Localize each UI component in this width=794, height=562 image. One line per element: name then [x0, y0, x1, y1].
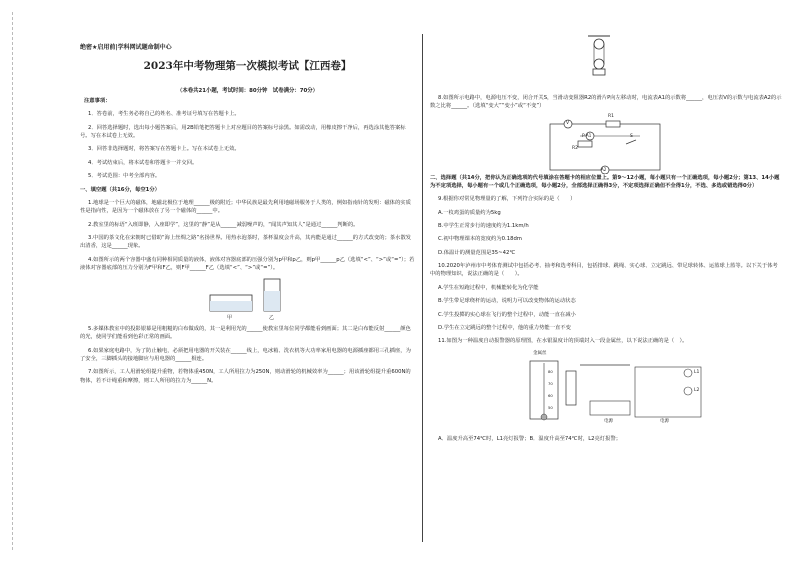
tick-50: 50 [548, 404, 553, 410]
container-yi-label: 乙 [269, 315, 275, 322]
tick-80: 80 [548, 368, 553, 374]
tick-60: 60 [548, 392, 553, 398]
question-8: 8.如图所示电路中，电源电压不变，闭合开关S，当滑动变阻器R2的滑片P向左移动时，电流表A1的示数将______，电压表V的示数与电流表A2的示数之比将______。（选填“变大”“变小”或“不变”） [430, 95, 782, 110]
section-1-heading: 一、填空题（共16分，每空1分） [80, 186, 160, 193]
question-9-option-c: C.初中物理课本的宽度约为0.18dm [438, 236, 522, 243]
p-label: P [582, 133, 585, 139]
binding-line [12, 12, 13, 550]
section-2-heading: 二、选择题（共14分，把你认为正确选项的代号填涂在答题卡的相应位置上。第9～12小题，每小题只有一个正确选项，每小题2分；第13、14小题为不定项选择，每小题有一个或几个正确选项，每小题2分，全部选择正确得3分，不定项选择正确但不全得1分，不选、多选或错选得0分） [430, 174, 780, 189]
container-jia-label: 甲 [227, 315, 233, 322]
voltmeter-label: V [566, 120, 570, 126]
question-11-options: A．温度升高至74℃时，L1亮灯报警；B．温度升高至74℃时，L2亮灯报警； [438, 435, 621, 442]
question-4-figure [80, 277, 415, 325]
question-6: 6.如果家庭电路中，为了防止触电，必须把用电器的开关装在______线上，电冰箱、洗衣机等大功率家用电器的电源插座都用三孔插座，为了安全，三脚插头的接地脚应与用电器的______相连。 [80, 347, 411, 362]
exam-title: 2023年中考物理第一次模拟考试【江西卷】 [143, 60, 352, 72]
question-7: 7.如图所示，工人用滑轮组提升重物，若物体重450N，工人所用拉力为250N，则动滑轮的机械效率为______；用该滑轮组提升重600N的物体，若不计绳重和摩擦，则工人所用的拉力为______N。 [80, 369, 411, 384]
l1-label: L1 [694, 369, 700, 375]
question-9-option-d: D.体温计的测量范围是35~42℃ [438, 249, 516, 256]
exam-subtitle: （本卷共21小题，考试时间：80分钟 试卷满分：70分） [176, 88, 319, 94]
question-10-option-b: B.学生带足球绕杆的运动，说明力可以改变物体的运动状态 [438, 298, 576, 305]
column-divider [422, 34, 423, 542]
question-10-option-c: C.学生投掷的实心球在飞行的整个过程中，动能一直在减小 [438, 311, 576, 318]
circuit-figure [430, 113, 782, 174]
a1-label: A1 [586, 132, 592, 138]
question-11: 11.如图为一种温度自动报警器的原理图，在水银温度计的顶端封入一段金属丝，以下说法正确的是（ ）。 [438, 338, 688, 345]
question-9-option-b: B.中学生正常步行的速度约为1.1km/h [438, 222, 529, 229]
question-9-option-a: A.一枚鸡蛋的质量约为5kg [438, 209, 501, 216]
brand-header: 绝密★启用前|学科网试题命制中心 [80, 44, 172, 51]
l2-label: L2 [694, 387, 700, 393]
metal-wire-label: 金属丝 [533, 350, 547, 356]
notice-heading: 注意事项： [84, 98, 111, 104]
question-2: 2.教室里的标语“入班即静，入座即学”，这里的“静”是从______减弱噪声的，“闻其声知其人”是通过______判断的。 [88, 221, 359, 228]
question-4: 4.如图所示的两个容器中盛有同种相同质量的液体，液体对容器底部的压强分别为p甲和p乙，则p甲______p乙（选填“<”、“>”或“=”）；若液体对容器底部的压力分别为F甲和F乙，则F甲______F乙（选填“<”、“>”或“=”）。 [80, 256, 415, 271]
question-10-option-d: D.学生在立定跳远的整个过程中，他的重力势能一直不变 [438, 324, 571, 331]
question-9: 9.根据你对常见物理量的了解，下列符合实际的是（ ） [438, 196, 576, 203]
question-3: 3.中国的茶文化在宋朝时已借助“海上丝绸之路”名扬世界。用热水泡茶时，茶杯温度会升高，其内能是通过______的方式改变的；茶水散发出清香，这是______现象。 [80, 234, 412, 250]
r2-label: R2 [572, 145, 578, 151]
alarm-figure [430, 351, 782, 435]
r1-label: R1 [608, 113, 614, 119]
right-column [430, 94, 782, 448]
power-label-2: 电源 [660, 418, 669, 424]
tick-70: 70 [548, 380, 553, 386]
left-column [80, 97, 415, 390]
question-1: 1.地球是一个巨大的磁体，地磁北极位于地理______极的附近；中华民族是最先利用地磁场服务于人类的，例如指南针的发明：磁体的实质性是指向性，是因为一个磁体放在了另一个磁体的______中。 [80, 199, 411, 215]
a2-label: A2 [601, 166, 607, 172]
pulley-figure [584, 34, 614, 76]
notice-item-3: 3．回答非选择题时，将答案写在答题卡上。写在本试卷上无效。 [88, 146, 240, 153]
question-10: 10.2020年泸州市中考体育测试中包括必考、抽考和选考科目，包括排球、跳绳、实心球、立定跳远、带足球转体、运篮球上篮等。以下关于体考中的物理知识，说法正确的是（ ）。 [430, 263, 778, 278]
notice-item-4: 4．考试结束后，将本试卷和答题卡一并交回。 [88, 159, 198, 166]
notice-item-5: 5．考试范围：中考全部内容。 [88, 173, 161, 180]
notice-item-1: 1．答卷前，考生务必将自己的姓名、准考证号填写在答题卡上。 [88, 111, 240, 118]
question-5: 5.多媒体教室中的投影银幕是用粗糙的白布做成的，其一是利用光的______使教室里每位同学都能看到画面；其二是白布能反射______颜色的光，使同学们能看到色彩正常的画面。 [80, 326, 411, 341]
s-label: S [630, 133, 633, 139]
power-label-1: 电源 [604, 418, 613, 424]
question-10-option-a: A.学生在短跑过程中，机械能转化为化学能 [438, 284, 539, 291]
notice-item-2: 2．回答选择题时，选出每小题答案后，用2B铅笔把答题卡上对应题目的答案标号涂黑。如需改动，用橡皮擦干净后，再选涂其他答案标号。写在本试卷上无效。 [80, 124, 406, 139]
